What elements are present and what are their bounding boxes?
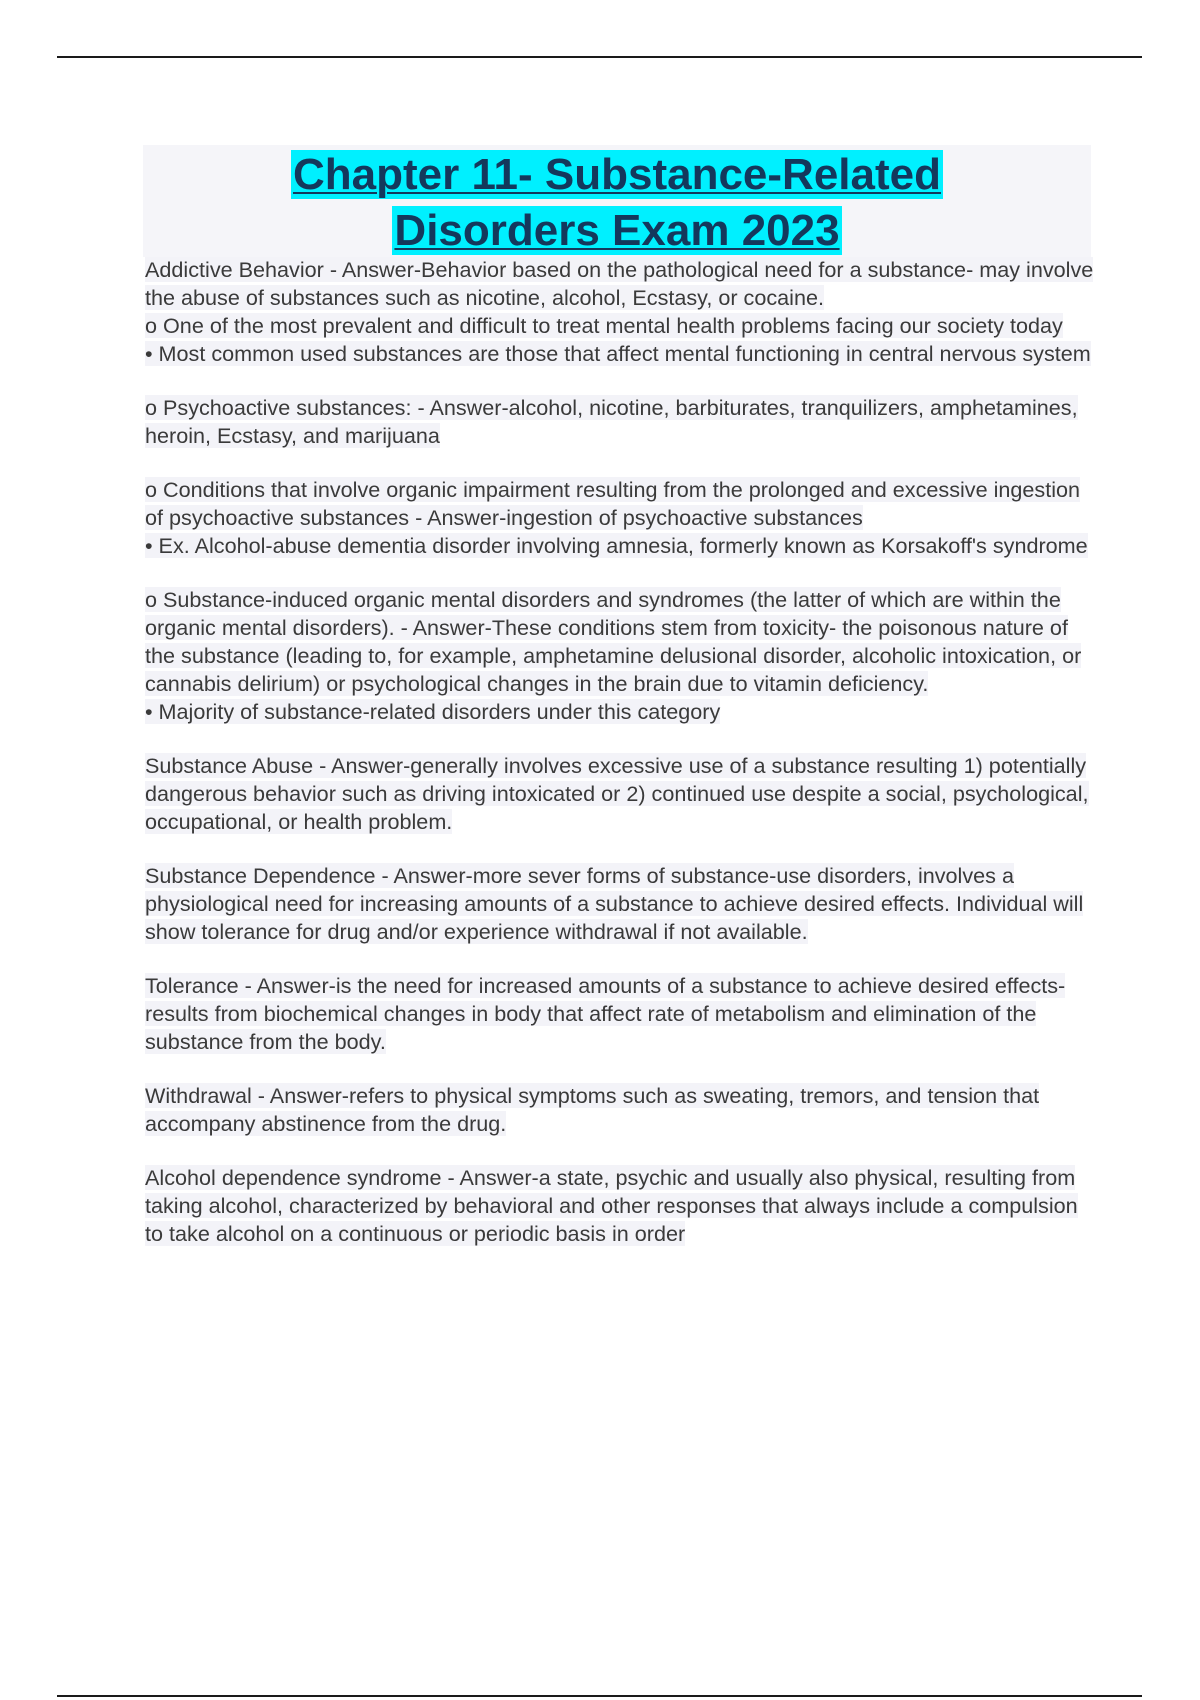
entry-substance-abuse <box>145 752 1095 836</box>
entry-substance-dependence <box>145 862 1095 946</box>
sub-point: o One of the most prevalent and difficult to treat mental health problems facing our society today <box>145 313 1063 338</box>
paragraph: Substance Dependence - Answer-more sever forms of substance-use disorders, involves a physiological need for increasing amounts of a substance to achieve desired effects. Individual will show tolerance for drug and/or experience withdrawal if not available. <box>145 863 1084 944</box>
paragraph: Tolerance - Answer-is the need for increased amounts of a substance to achieve desired effects- results from biochemical changes in body that affect rate of metabolism and elimination of the substance from the body. <box>145 973 1066 1054</box>
entry-tolerance <box>145 972 1095 1056</box>
entry-psychoactive-substances <box>145 394 1095 450</box>
paragraph: Addictive Behavior - Answer-Behavior based on the pathological need for a substance- may involve the abuse of substances such as nicotine, alcohol, Ecstasy, or cocaine. <box>145 257 1094 310</box>
bullet-point: • Majority of substance-related disorders under this category <box>145 699 721 724</box>
title-line-1: Chapter 11- Substance-Related <box>293 150 941 199</box>
bullet-point: • Most common used substances are those that affect mental functioning in central nervous system <box>145 341 1091 366</box>
bottom-rule <box>57 1695 1142 1697</box>
page-title <box>143 147 1091 259</box>
sub-point: o Conditions that involve organic impairment resulting from the prolonged and excessive ingestion of psychoactive substances - Answer-ingestion of psychoactive substances <box>145 477 1081 530</box>
entry-withdrawal <box>145 1082 1095 1138</box>
paragraph: Withdrawal - Answer-refers to physical symptoms such as sweating, tremors, and tension that accompany abstinence from the drug. <box>145 1083 1040 1136</box>
sub-point: o Psychoactive substances: - Answer-alcohol, nicotine, barbiturates, tranquilizers, amphetamines, heroin, Ecstasy, and marijuana <box>145 395 1078 448</box>
entry-substance-induced-disorders <box>145 586 1095 726</box>
paragraph: Substance Abuse - Answer-generally involves excessive use of a substance resulting 1) potentially dangerous behavior such as driving intoxicated or 2) continued use despite a social, psychological, occupational, or health problem. <box>145 753 1089 834</box>
document-body <box>145 256 1095 1274</box>
entry-addictive-behavior <box>145 256 1095 368</box>
paragraph: Alcohol dependence syndrome - Answer-a state, psychic and usually also physical, resulting from taking alcohol, characterized by behavioral and other responses that always include a compulsion to take alcohol on a continuous or periodic basis in order <box>145 1165 1078 1246</box>
entry-organic-impairment <box>145 476 1095 560</box>
sub-point: o Substance-induced organic mental disorders and syndromes (the latter of which are within the organic mental disorders). - Answer-These conditions stem from toxicity- the poisonous nature of the substance (leading to, for example, amphetamine delusional disorder, alcoholic intoxication, or cannabis delirium) or psychological changes in the brain due to vitamin deficiency. <box>145 587 1082 696</box>
title-line-2: Disorders Exam 2023 <box>394 206 840 255</box>
top-rule <box>57 56 1142 58</box>
entry-alcohol-dependence-syndrome <box>145 1164 1095 1248</box>
bullet-point: • Ex. Alcohol-abuse dementia disorder involving amnesia, formerly known as Korsakoff's syndrome <box>145 533 1088 558</box>
